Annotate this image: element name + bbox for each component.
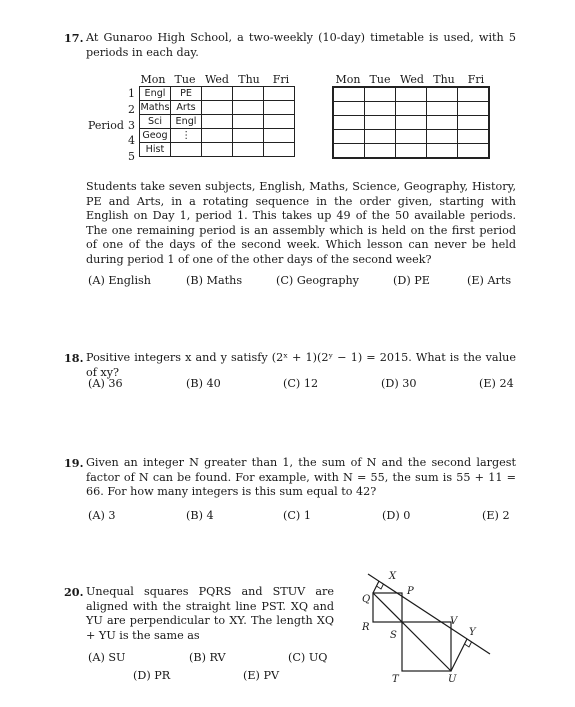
option-c[interactable]: (C) Geography [276, 274, 360, 287]
table-cell [233, 129, 264, 143]
question-17 [64, 31, 516, 60]
table-cell [202, 115, 233, 129]
table-cell [333, 144, 365, 159]
table-cell [427, 87, 458, 102]
table-cell [233, 115, 264, 129]
table-cell [427, 116, 458, 130]
day-header: Fri [272, 73, 290, 86]
table-cell [333, 102, 365, 116]
line-yu [451, 639, 467, 671]
period-number: 1 [128, 87, 135, 100]
option-a[interactable]: (A) 3 [88, 509, 116, 522]
day-header: Tue [369, 73, 391, 86]
table-cell [365, 130, 396, 144]
table-cell [264, 129, 295, 143]
table-row [333, 102, 489, 116]
table-cell [396, 130, 427, 144]
table-cell [396, 87, 427, 102]
table-cell [171, 143, 202, 157]
label-x: X [389, 571, 397, 582]
question-17-body [64, 180, 516, 287]
label-y: Y [469, 627, 476, 638]
table-cell [233, 143, 264, 157]
day-header: Mon [335, 73, 361, 86]
table-cell [202, 101, 233, 115]
table-cell [427, 130, 458, 144]
day-header: Wed [205, 73, 229, 86]
label-s: S [390, 630, 397, 641]
table-cell [458, 87, 490, 102]
option-c[interactable]: (C) UQ [288, 651, 328, 664]
table-cell [458, 102, 490, 116]
table-cell: Hist [140, 143, 171, 157]
table-cell [264, 115, 295, 129]
day-header: Tue [174, 73, 196, 86]
day-header: Fri [467, 73, 485, 86]
table-row [140, 101, 295, 115]
question-18 [64, 351, 516, 390]
option-d[interactable]: (D) 0 [382, 509, 411, 522]
squares-diagram [350, 568, 500, 688]
table-cell [202, 143, 233, 157]
table-row [140, 143, 295, 157]
table-cell [396, 116, 427, 130]
option-b[interactable]: (B) 40 [186, 377, 221, 390]
option-b[interactable]: (B) Maths [186, 274, 243, 287]
label-r: R [362, 622, 370, 633]
day-header: Thu [238, 73, 260, 86]
option-e[interactable]: (E) 24 [479, 377, 514, 390]
table-cell: Geog [140, 129, 171, 143]
period-number: 5 [128, 150, 135, 163]
question-number: 18. [64, 351, 84, 365]
question-intro: At Gunaroo High School, a two-weekly (10-day) timetable is used, with 5 periods in each day. [86, 31, 516, 59]
question-19 [64, 456, 516, 522]
table-cell: Sci [140, 115, 171, 129]
table2-day-headers [332, 73, 492, 86]
table-cell [202, 129, 233, 143]
period-number: 3 [128, 119, 135, 132]
option-a[interactable]: (A) 36 [88, 377, 123, 390]
table-row [140, 87, 295, 101]
table-row [140, 129, 295, 143]
table-cell: Maths [140, 101, 170, 113]
label-p: P [407, 586, 414, 597]
question-number: 17. [64, 31, 84, 45]
table-row [333, 144, 489, 159]
table1-day-headers [137, 73, 297, 86]
label-u: U [448, 674, 457, 685]
table-cell [233, 87, 264, 101]
option-e[interactable]: (E) PV [243, 669, 280, 682]
q20-options [86, 651, 346, 691]
table-cell [458, 144, 490, 159]
period-number: 4 [128, 134, 135, 147]
table-cell [458, 130, 490, 144]
label-q: Q [362, 594, 371, 605]
question-number: 20. [64, 585, 84, 599]
option-a[interactable]: (A) SU [88, 651, 126, 664]
table-row [140, 115, 295, 129]
table-cell: Arts [171, 101, 202, 115]
table-cell [365, 102, 396, 116]
table-cell [365, 116, 396, 130]
table-cell: Engl [140, 87, 171, 101]
table-cell [264, 101, 295, 115]
timetable-week-1 [139, 86, 295, 157]
option-c[interactable]: (C) 1 [283, 509, 311, 522]
option-d[interactable]: (D) PE [393, 274, 430, 287]
day-header: Thu [433, 73, 455, 86]
table-cell [458, 116, 490, 130]
option-b[interactable]: (B) 4 [186, 509, 214, 522]
option-a[interactable]: (A) English [88, 274, 152, 287]
question-body: Students take seven subjects, English, Maths, Science, Geography, History, PE and Arts, in a rotating sequence in the order given, starting with English on Day 1, period 1. This takes up 49 of the 50 available periods. The one remaining period is an assembly which is held on the first period of one of the days of the second week. Which lesson can never be held during period 1 of one of the other days of the second week? [86, 180, 516, 266]
question-number: 19. [64, 456, 84, 470]
table-cell [365, 87, 396, 102]
table-cell [264, 143, 295, 157]
table-cell: ⋮ [171, 129, 202, 143]
question-text: Positive integers x and y satisfy (2ˣ + 1)(2ʸ − 1) = 2015. What is the value of xy? [86, 351, 516, 379]
period-label: Period [88, 119, 124, 132]
table-row [333, 87, 489, 102]
table-cell [333, 116, 365, 130]
option-c[interactable]: (C) 12 [283, 377, 319, 390]
line-xy [368, 574, 490, 654]
option-d[interactable]: (D) 30 [381, 377, 417, 390]
option-b[interactable]: (B) RV [189, 651, 226, 664]
period-number: 2 [128, 103, 135, 116]
day-header: Mon [140, 73, 166, 86]
answer-options [86, 377, 516, 393]
answer-options [86, 509, 516, 525]
table-cell [233, 101, 264, 115]
table-row [333, 130, 489, 144]
option-e[interactable]: (E) 2 [482, 509, 510, 522]
question-text: Unequal squares PQRS and STUV are aligned with the straight line PST. XQ and YU are perpendicular to XY. The length XQ + YU is the same as [86, 585, 334, 642]
day-header: Wed [400, 73, 424, 86]
table-cell [365, 144, 396, 159]
option-d[interactable]: (D) PR [133, 669, 171, 682]
question-20 [64, 585, 334, 643]
table-row [333, 116, 489, 130]
table-cell [427, 102, 458, 116]
table-cell [333, 87, 365, 102]
timetable-week-2 [332, 86, 490, 159]
table-cell [396, 144, 427, 159]
table-cell [333, 130, 365, 144]
question-text: Given an integer N greater than 1, the sum of N and the second largest factor of N can be found. For example, with N = 55, the sum is 55 + 11 = 66. For how many integers is this sum equal to 42? [86, 456, 516, 499]
table-cell: Engl [171, 115, 202, 129]
label-t: T [392, 674, 399, 685]
line-pst [373, 593, 451, 671]
option-e[interactable]: (E) Arts [467, 274, 512, 287]
table-cell [202, 87, 233, 101]
label-v: V [450, 616, 458, 627]
table-cell [396, 102, 427, 116]
table-cell [264, 87, 295, 101]
table-cell [427, 144, 458, 159]
answer-options [86, 274, 516, 290]
table-cell: PE [171, 87, 202, 101]
